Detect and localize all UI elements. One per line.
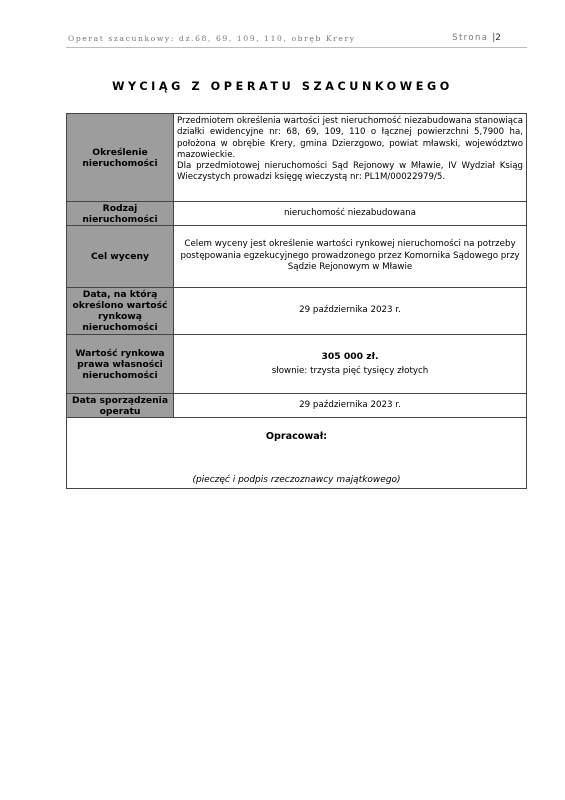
table-row-valuation-date — [67, 288, 527, 335]
signature-caption: (pieczęć i podpis rzeczoznawcy majątkowego) — [192, 475, 401, 485]
table-row-property — [67, 114, 527, 202]
table-row-type — [67, 202, 527, 226]
signature-cell — [67, 418, 527, 489]
valuation-summary-table — [66, 113, 527, 489]
purpose-label: Cel wyceny — [67, 226, 174, 288]
page-separator: | — [492, 33, 496, 43]
property-label: Określenie nieruchomości — [67, 114, 174, 202]
market-value-amount: 305 000 zł. — [321, 351, 379, 362]
header-page-info — [452, 33, 501, 43]
report-date-value: 29 października 2023 r. — [174, 394, 527, 418]
table-row-market-value — [67, 335, 527, 394]
land-registry-text: Dla przedmiotowej nieruchomości Sąd Rejonowy w Mławie, IV Wydział Ksiąg Wieczystych prowadzi księgę wieczystą nr: PL1M/00022979/5. — [177, 161, 523, 183]
market-value-cell — [174, 335, 527, 394]
table-row-purpose — [67, 226, 527, 288]
property-description-text: Przedmiotem określenia wartości jest nieruchomość niezabudowana stanowiąca działki ewidencyjne nr: 68, 69, 109, 110 o łącznej powierzchni 5,7900 ha, położona w obrębie Krery, gmina Dzierzgowo, powiat mławski, województwo mazowieckie. — [177, 116, 523, 160]
valuation-date-value: 29 października 2023 r. — [174, 288, 527, 335]
type-value: nieruchomość niezabudowana — [174, 202, 527, 226]
property-description — [174, 114, 527, 202]
valuation-date-label: Data, na którą określono wartość rynkową nieruchomości — [67, 288, 174, 335]
purpose-value: Celem wyceny jest określenie wartości rynkowej nieruchomości na potrzeby postępowania egzekucyjnego prowadzonego przez Komornika Sądowego przy Sądzie Rejonowym w Mławie — [174, 226, 527, 288]
market-value-label: Wartość rynkowa prawa własności nieruchomości — [67, 335, 174, 394]
signature-title: Opracował: — [265, 431, 328, 442]
document-title: WYCIĄG Z OPERATU SZACUNKOWEGO — [112, 80, 453, 93]
page-label: Strona — [452, 33, 489, 43]
report-date-label: Data sporządzenia operatu — [67, 394, 174, 418]
type-label: Rodzaj nieruchomości — [67, 202, 174, 226]
page-header — [66, 33, 527, 48]
table-row-signature — [67, 418, 527, 489]
market-value-in-words: słownie: trzysta pięć tysięcy złotych — [271, 365, 429, 376]
header-document-title: Operat szacunkowy: dz.68, 69, 109, 110, obręb Krery — [68, 34, 356, 43]
table-row-report-date — [67, 394, 527, 418]
page-number: 2 — [495, 33, 501, 43]
